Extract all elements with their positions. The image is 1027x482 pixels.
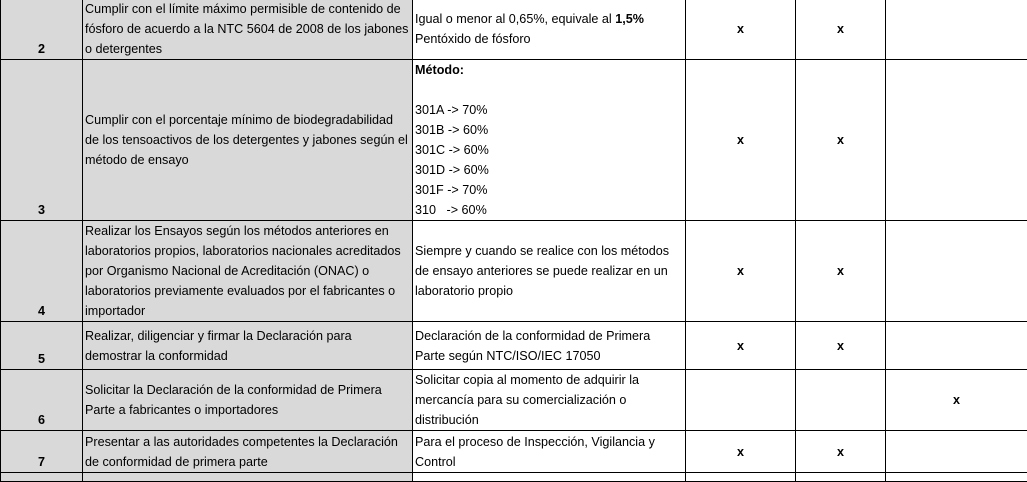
mark-cell: x xyxy=(686,221,796,322)
mark-cell xyxy=(796,473,886,482)
table-row xyxy=(1,322,1027,370)
row-number: 5 xyxy=(1,322,83,370)
observation-cell: Siempre y cuando se realice con los métodos de ensayo anteriores se puede realizar en un laboratorio propio xyxy=(413,221,686,322)
mark-cell: x xyxy=(686,60,796,221)
table-row xyxy=(1,431,1027,473)
mark-cell: x xyxy=(886,370,1027,431)
table-row xyxy=(1,473,1027,482)
requirement-cell: Solicitar la Declaración de la conformidad de Primera Parte a fabricantes o importadores xyxy=(83,370,413,431)
observation-cell xyxy=(413,60,686,221)
mark-cell xyxy=(796,370,886,431)
mark-cell xyxy=(886,473,1027,482)
mark-cell: x xyxy=(796,60,886,221)
mark-cell: x xyxy=(686,322,796,370)
table-row xyxy=(1,60,1027,221)
requirement-cell: Realizar los Ensayos según los métodos anteriores en laboratorios propios, laboratorios nacionales acreditados por Organismo Nacional de Acreditación (ONAC) o laboratorios previamente evaluados por el fabricantes o importador xyxy=(83,221,413,322)
observation-bold: 1,5% xyxy=(615,12,644,26)
method-item: 310 -> 60% xyxy=(415,203,487,217)
mark-cell: x xyxy=(796,322,886,370)
method-item: 301D -> 60% xyxy=(415,163,489,177)
requirement-cell xyxy=(83,473,413,482)
row-number: 7 xyxy=(1,431,83,473)
method-title: Método: xyxy=(415,63,464,77)
row-number xyxy=(1,473,83,482)
mark-cell: x xyxy=(686,431,796,473)
mark-cell xyxy=(886,0,1027,60)
mark-cell xyxy=(886,60,1027,221)
row-number: 6 xyxy=(1,370,83,431)
requirement-cell: Presentar a las autoridades competentes la Declaración de conformidad de primera parte xyxy=(83,431,413,473)
mark-cell: x xyxy=(796,0,886,60)
mark-cell xyxy=(686,473,796,482)
mark-cell xyxy=(686,370,796,431)
requirement-cell: Realizar, diligenciar y firmar la Declaración para demostrar la conformidad xyxy=(83,322,413,370)
table-row xyxy=(1,0,1027,60)
mark-cell: x xyxy=(796,431,886,473)
row-number: 4 xyxy=(1,221,83,322)
observation-cell: Solicitar copia al momento de adquirir la mercancía para su comercialización o distribución xyxy=(413,370,686,431)
table-row xyxy=(1,221,1027,322)
method-item: 301F -> 70% xyxy=(415,183,487,197)
method-item: 301B -> 60% xyxy=(415,123,488,137)
mark-cell: x xyxy=(796,221,886,322)
observation-cell: Declaración de la conformidad de Primera Parte según NTC/ISO/IEC 17050 xyxy=(413,322,686,370)
row-number: 3 xyxy=(1,60,83,221)
observation-cell xyxy=(413,473,686,482)
row-number: 2 xyxy=(1,0,83,60)
mark-cell: x xyxy=(686,0,796,60)
mark-cell xyxy=(886,431,1027,473)
observation-cell xyxy=(413,0,686,60)
mark-cell xyxy=(886,322,1027,370)
mark-cell xyxy=(886,221,1027,322)
requirement-cell: Cumplir con el límite máximo permisible de contenido de fósforo de acuerdo a la NTC 5604 de 2008 de los jabones o detergentes xyxy=(83,0,413,60)
method-item: 301A -> 70% xyxy=(415,103,487,117)
observation-text: Igual o menor al 0,65%, equivale al xyxy=(415,12,615,26)
requirement-cell: Cumplir con el porcentaje mínimo de biodegradabilidad de los tensoactivos de los detergentes y jabones según el método de ensayo xyxy=(83,60,413,221)
table-row xyxy=(1,370,1027,431)
observation-cell: Para el proceso de Inspección, Vigilancia y Control xyxy=(413,431,686,473)
observation-text: Pentóxido de fósforo xyxy=(415,32,531,46)
method-item: 301C -> 60% xyxy=(415,143,489,157)
